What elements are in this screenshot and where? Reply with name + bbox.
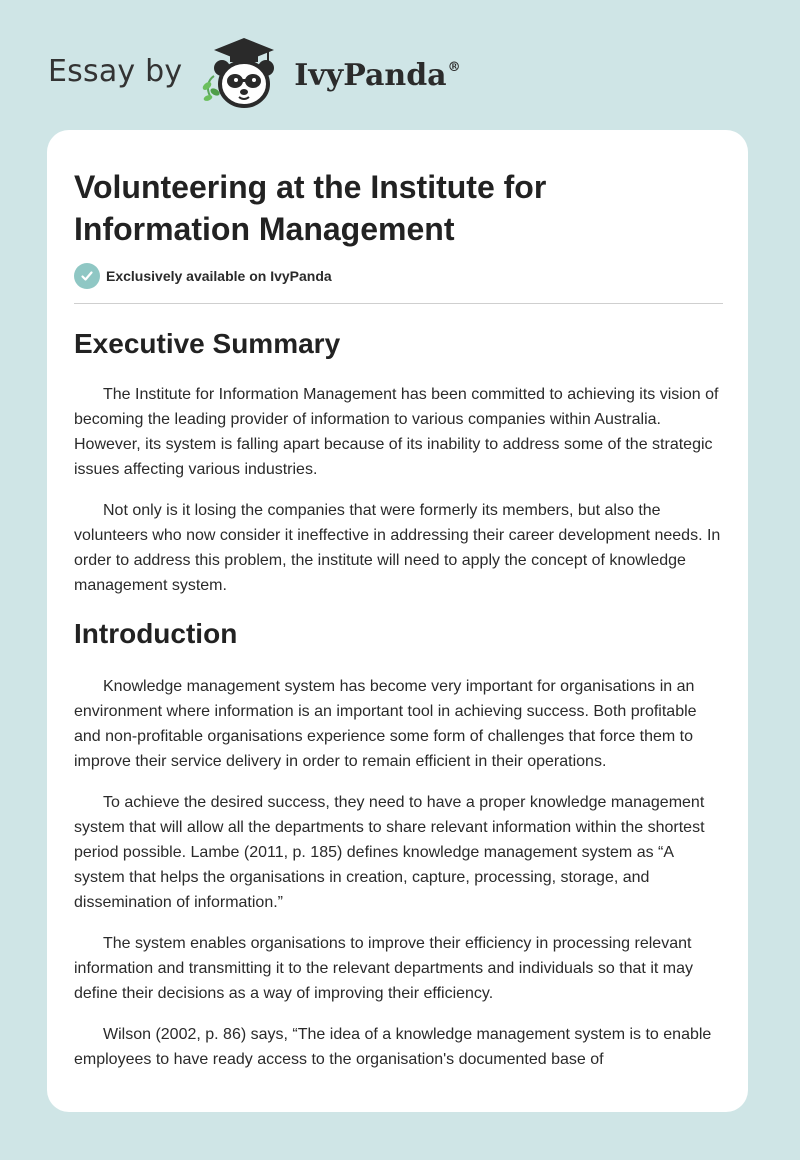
checkmark-icon [74,263,100,289]
paragraph: The Institute for Information Management has been committed to achieving its vision of becoming the leading provider of information to various companies within Australia. However, its system is falling apart because of its inability to address some of the strategic issues affecting various industries. [74,386,719,478]
divider [74,303,723,304]
essay-card [47,130,748,1112]
page-title: Volunteering at the Institute for Information Management [74,169,547,247]
section-heading-introduction: Introduction [74,618,238,649]
paragraph: Knowledge management system has become very important for organisations in an environment where information is an important tool in achieving success. Both profitable and non-profitable organisations experience some form of challenges that force them to improve their service delivery in order to remain efficient in their operations. [74,678,697,770]
exclusive-badge [74,263,332,289]
paragraph: The system enables organisations to improve their efficiency in processing relevant information and transmitting it to the relevant departments and individuals so that it may define their decisions as a way of improving their efficiency. [74,935,693,1002]
brand-header [48,36,461,112]
ivypanda-logo-icon[interactable] [196,36,288,112]
brand-prefix: Essay by [48,53,183,89]
section-heading-executive-summary: Executive Summary [74,328,341,359]
brand-name[interactable]: IvyPanda® [294,57,461,93]
paragraph: To achieve the desired success, they need to have a proper knowledge management system that will allow all the departments to share relevant information within the shortest period possible. Lambe (2011, p. 185) defines knowledge management system as “A system that helps the organisations in creation, capture, processing, storage, and dissemination of information.” [74,794,705,911]
paragraph: Wilson (2002, p. 86) says, “The idea of a knowledge management system is to enable employees to have ready access to the organisation's documented base of [74,1026,712,1068]
paragraph: Not only is it losing the companies that were formerly its members, but also the volunteers who now consider it ineffective in addressing their career development needs. In order to address this problem, the institute will need to apply the concept of knowledge management system. [74,502,721,594]
exclusive-label: Exclusively available on IvyPanda [106,268,332,284]
essay-body [74,324,724,1088]
